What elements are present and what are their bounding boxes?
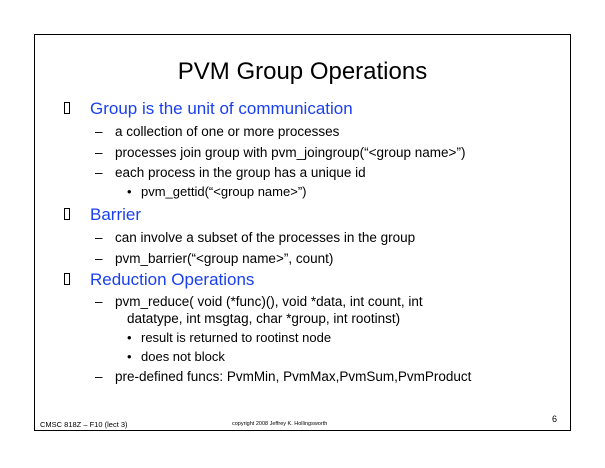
page-number: 6 [552, 414, 558, 424]
dash-marker: – [95, 251, 103, 266]
list-item [95, 123, 340, 140]
sub-list-item [127, 184, 307, 200]
bullet-marker-icon [64, 273, 70, 285]
list-item-text: can involve a subset of the processes in the group [115, 230, 416, 245]
dash-marker: – [95, 369, 103, 384]
dot-marker: • [127, 349, 132, 364]
dash-marker: – [95, 124, 103, 139]
list-item-text: datatype, int msgtag, char *group, int rootinst) [127, 311, 401, 326]
list-item-text: pvm_reduce( void (*func)(), void *data, int count, int [115, 294, 423, 309]
list-item-text: processes join group with pvm_joingroup(“<group name>”) [115, 145, 466, 160]
list-item [95, 368, 472, 385]
dash-marker: – [95, 294, 103, 309]
dash-marker: – [95, 165, 103, 180]
sub-list-item [127, 330, 332, 346]
list-item [95, 250, 334, 267]
dash-marker: – [95, 145, 103, 160]
section-heading-barrier [90, 205, 141, 225]
list-item-text: pvm_barrier(“<group name>”, count) [115, 251, 334, 266]
dash-marker: – [95, 230, 103, 245]
list-item-continuation [127, 310, 400, 327]
dot-marker: • [127, 184, 132, 199]
sub-list-item-text: result is returned to rootinst node [141, 330, 332, 345]
dot-marker: • [127, 330, 132, 345]
bullet-marker-icon [64, 208, 70, 220]
list-item [95, 164, 366, 181]
sub-list-item-text: does not block [141, 349, 225, 364]
section-heading-text: Group is the unit of communication [90, 99, 353, 118]
list-item-text: pre-defined funcs: PvmMin, PvmMax,PvmSum,PvmProduct [115, 369, 472, 384]
footer-copyright: copyright 2008 Jeffrey K. Hollingsworth [232, 421, 328, 427]
list-item-text: a collection of one or more processes [115, 124, 340, 139]
list-item [95, 293, 423, 310]
bullet-marker-icon [64, 102, 70, 114]
sub-list-item-text: pvm_gettid(“<group name>”) [141, 184, 307, 199]
section-heading-text: Barrier [90, 205, 142, 224]
sub-list-item [127, 349, 225, 365]
footer-course: CMSC 818Z – F10 (lect 3) [40, 420, 128, 429]
section-heading-group [90, 99, 353, 119]
list-item [95, 229, 416, 246]
list-item-text: each process in the group has a unique id [115, 165, 366, 180]
slide-title: PVM Group Operations [177, 58, 428, 85]
section-heading-reduction [90, 270, 254, 290]
list-item [95, 144, 466, 161]
section-heading-text: Reduction Operations [90, 270, 255, 289]
